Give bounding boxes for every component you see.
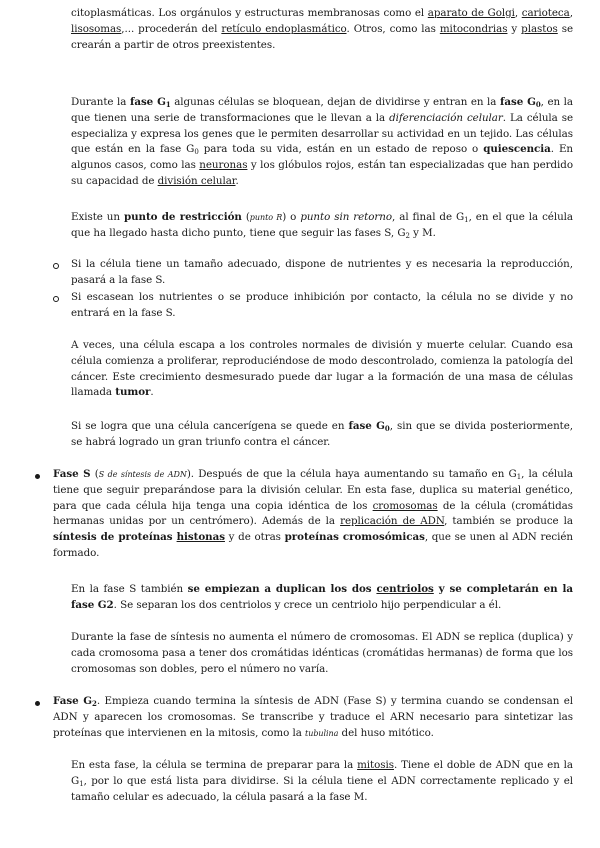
text: . Tiene el doble de ADN que en la G bbox=[71, 759, 573, 787]
text: , que se unen al ADN recién formado. bbox=[53, 531, 573, 559]
term-punto-sin-retorno: punto sin retorno bbox=[300, 211, 393, 223]
text: del huso mitótico. bbox=[338, 726, 434, 739]
paragraph-cromosomas bbox=[71, 630, 573, 677]
subscript: 2 bbox=[92, 699, 97, 708]
term-proteinas-cromosomicas: proteínas cromosómicas bbox=[284, 531, 425, 544]
link-mitocondrias[interactable]: mitocondrias bbox=[439, 22, 508, 35]
text: . La célula se especializa y expresa los genes que le permiten desarrollar su actividad en un tejido. Las células que están en la fase G bbox=[71, 111, 574, 156]
text: ( bbox=[241, 211, 250, 223]
subscript: 1 bbox=[79, 779, 84, 788]
paragraph-punto-restriccion bbox=[71, 210, 573, 242]
term-fase-g0: fase G bbox=[499, 96, 536, 108]
term-fase-g1: fase G bbox=[129, 96, 166, 108]
text: y los glóbulos rojos, están tan especializadas que han perdido su capacidad de bbox=[71, 159, 573, 187]
term-sintesis-proteinas: síntesis de proteínas bbox=[53, 531, 177, 544]
text: citoplasmáticas. Los orgánulos y estructuras membranosas como el bbox=[71, 7, 428, 19]
text: y M. bbox=[409, 226, 436, 239]
link-plastos[interactable]: plastos bbox=[521, 22, 558, 35]
text: , en el que la célula que ha llegado hasta dicho punto, tiene que seguir las fases S, G bbox=[71, 211, 573, 239]
bullet-icon bbox=[35, 474, 40, 479]
list-item-text: Si escasean los nutrientes o se produce inhibición por contacto, la célula no se divide y no entrará en la fase S. bbox=[71, 291, 573, 319]
text: , también se produce la bbox=[444, 515, 573, 528]
text: , por lo que está lista para dividirse. Si la célula tiene el ADN correctamente replicado y el tamaño celular es adecuado, la célula pasará a la fase M. bbox=[71, 774, 573, 803]
text: algunas células se bloquean, dejan de dividirse y entran en la bbox=[170, 96, 500, 108]
text: En la fase S también bbox=[71, 583, 188, 595]
term-punto-r: punto R bbox=[249, 213, 283, 222]
paragraph-cancer bbox=[71, 338, 573, 401]
paragraph-text: Durante la fase de síntesis no aumenta el número de cromosomas. El ADN se replica (duplica) y cada cromosoma pasa a tener dos cromátidas idénticas (cromátidas hermanas) de forma que los cromosomas son dobles, pero el número no varía. bbox=[71, 631, 573, 675]
subscript: 0 bbox=[535, 100, 541, 109]
paragraph-centriolos bbox=[71, 582, 573, 614]
link-carioteca[interactable]: carioteca bbox=[521, 7, 570, 19]
text: , en la que tienen una serie de transformaciones que le llevan a la bbox=[71, 96, 573, 124]
subscript: 1 bbox=[464, 216, 469, 224]
term-fase-g0: fase G bbox=[348, 420, 385, 432]
term-sintesis-adn: S de síntesis de ADN bbox=[98, 470, 187, 479]
term-duplican: se empiezan a duplican los dos bbox=[187, 583, 377, 595]
section-fase-g2 bbox=[53, 694, 573, 741]
text: ( bbox=[90, 468, 99, 480]
text: . bbox=[235, 174, 239, 187]
term-tumor: tumor bbox=[115, 386, 151, 399]
text: de la célula (cromátidas hermanas unidas por un centrómero). Además de la bbox=[53, 499, 574, 528]
link-histonas[interactable]: histonas bbox=[176, 531, 225, 544]
text: ). Después de que la célula haya aumentando su tamaño en G bbox=[186, 468, 517, 480]
text: . Se separan los dos centriolos y crece un centriolo hijo perpendicular a él. bbox=[113, 598, 502, 611]
list-item bbox=[71, 257, 573, 289]
text: para toda su vida, están en un estado de reposo o bbox=[198, 143, 484, 156]
subscript: 0 bbox=[194, 148, 199, 157]
hollow-bullet-icon bbox=[53, 296, 59, 302]
text: , bbox=[514, 7, 522, 19]
link-lisosomas[interactable]: lisosomas bbox=[71, 22, 122, 35]
text: , al final de G bbox=[392, 211, 465, 223]
text: Existe un bbox=[71, 211, 124, 223]
paragraph-g0-cancer bbox=[71, 419, 573, 451]
text: En esta fase, la célula se termina de preparar para la bbox=[71, 759, 358, 771]
link-cromosomas[interactable]: cromosomas bbox=[372, 499, 438, 512]
paragraph-organelles bbox=[71, 6, 573, 53]
text: . Otros, como las bbox=[346, 22, 440, 35]
text: A veces, una célula escapa a los controles normales de división y muerte celular. Cuando esa célula comienza a proliferar, reproduciéndose de modo descontrolado, comienza la patología del cáncer. Este crecimiento desmesurado puede dar lugar a la formación de una masa de células llamada bbox=[71, 339, 573, 399]
paragraph-fase-g1 bbox=[71, 95, 573, 190]
text: ) o bbox=[282, 211, 301, 223]
term-quiescencia: quiescencia bbox=[483, 143, 551, 156]
link-neuronas[interactable]: neuronas bbox=[199, 159, 248, 172]
subscript: 1 bbox=[165, 100, 171, 109]
text: . En algunos casos, como las bbox=[71, 143, 573, 172]
section-fase-s bbox=[53, 467, 573, 562]
term-fase-g2: y se completarán en la fase G2 bbox=[71, 583, 573, 611]
text: . bbox=[150, 386, 154, 399]
text: ,... procederán del bbox=[121, 22, 222, 35]
term-tubulina: tubulina bbox=[305, 728, 339, 738]
term-diferenciacion: diferenciación celular bbox=[389, 111, 503, 124]
text: Durante la bbox=[71, 96, 130, 108]
subscript: 2 bbox=[405, 231, 410, 240]
subscript: 1 bbox=[516, 473, 522, 481]
list-item bbox=[71, 290, 573, 322]
link-reticulo[interactable]: retículo endoplasmático bbox=[221, 22, 347, 35]
text: y bbox=[507, 22, 522, 35]
text: , bbox=[569, 7, 573, 19]
term-punto-restriccion: punto de restricción bbox=[123, 211, 242, 223]
link-mitosis[interactable]: mitosis bbox=[357, 759, 394, 771]
text: y de otras bbox=[224, 531, 285, 544]
subscript: 0 bbox=[384, 424, 390, 433]
text: . Empieza cuando termina la síntesis de ADN (Fase S) y termina cuando se condensan el ADN y aparecen los cromosomas. Se transcribe y traduce el ARN necesario para sintetizar las proteínas que intervienen en la mitosis, como la bbox=[53, 695, 573, 739]
text: , la célula tiene que seguir preparándose para la división celular. En esta fase, duplica su material genético, para que cada célula hija tenga una copia idéntica de los bbox=[53, 468, 574, 512]
link-centriolos[interactable]: centriolos bbox=[376, 583, 434, 595]
paragraph-mitosis bbox=[71, 758, 573, 805]
list-item-text: Si la célula tiene un tamaño adecuado, dispone de nutrientes y es necesaria la reproducción, pasará a la fase S. bbox=[71, 258, 573, 286]
text: Si se logra que una célula cancerígena se quede en bbox=[71, 420, 349, 432]
bullet-icon bbox=[35, 701, 40, 706]
text: , sin que se divida posteriormente, se habrá logrado un gran triunfo contra el cáncer. bbox=[71, 420, 574, 448]
heading-fase-s: Fase S bbox=[53, 468, 91, 480]
link-replicacion-adn[interactable]: replicación de ADN bbox=[340, 515, 445, 528]
heading-fase-g2: Fase G bbox=[53, 695, 93, 707]
link-division-celular[interactable]: división celular bbox=[157, 174, 236, 187]
text: se crearán a partir de otros preexistentes. bbox=[71, 22, 574, 51]
hollow-bullet-icon bbox=[53, 263, 59, 269]
link-golgi[interactable]: aparato de Golgi bbox=[427, 7, 515, 19]
